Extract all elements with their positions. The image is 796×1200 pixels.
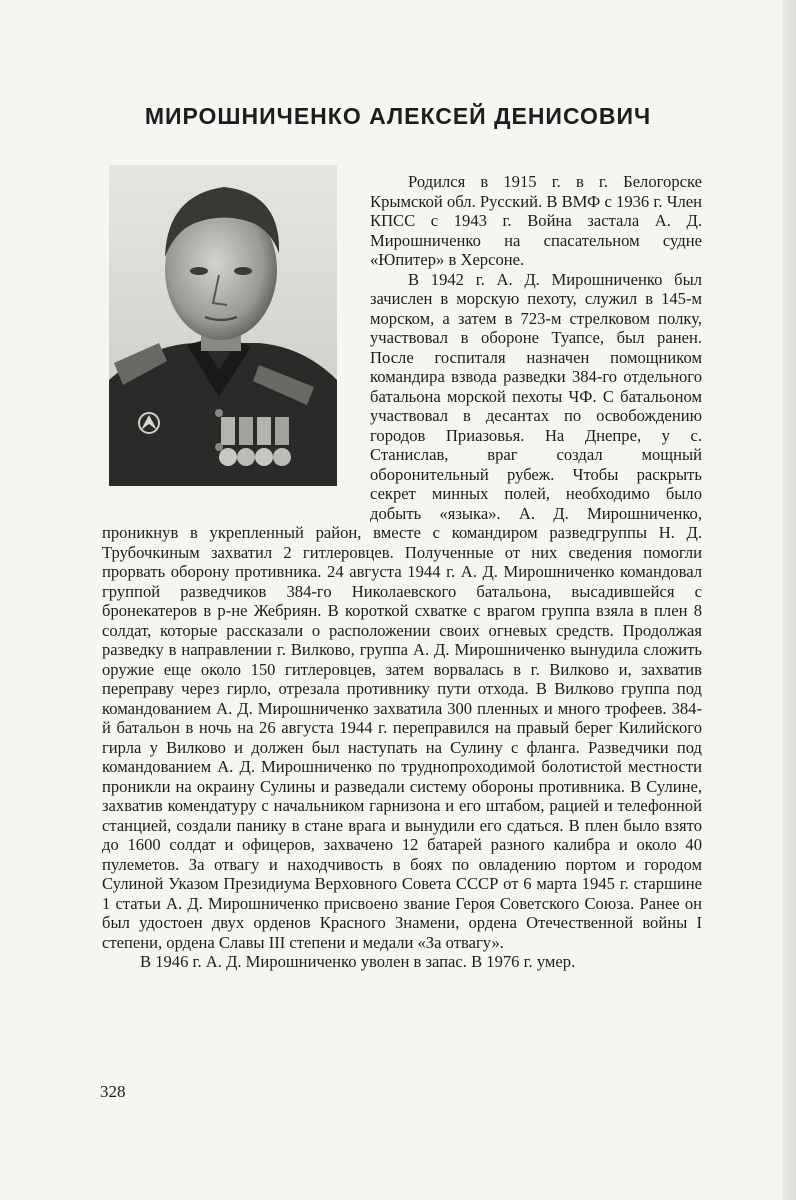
page-number: 328 (100, 1082, 126, 1101)
paragraph-retirement: В 1946 г. А. Д. Мирошниченко уволен в запас. В 1976 г. умер. (140, 952, 576, 971)
paragraph-service: В 1942 г. А. Д. Мирошниченко был зачислен в морскую пехоту, служил в 145-м морском, а затем в 723-м стрелковом полку, участвовал в обороне Туапсе, был ранен. После госпиталя назначен помощником командира взвода разведки 384-го отдельного батальона морской пехоты ЧФ. С батальоном участвовал в десантах по освобождению городов Приазовья. На Днепре, у с. Станислав, враг создал мощный оборонительный рубеж. Чтобы раскрыть секрет минных полей, необходимо было добыть «языка». А. Д. Мирошниченко, проникнув в укрепленный район, вместе с командиром разведгруппы Н. Д. Трубочкиным захватил 2 гитлеровцев. Полученные от них сведения помогли прорвать оборону противника. 24 августа 1944 г. А. Д. Мирошниченко командовал группой разведчиков 384-го Николаевского батальона, высадившейся с бронекатеров в р-не Жебриян. В короткой схватке с врагом группа взяла в плен 8 солдат, которые рассказали о расположении своих огневых средств. Продолжая разведку в направлении г. Вилково, группа А. Д. Мирошниченко вынудила сложить оружие еще около 150 гитлеровцев, затем ворвалась в г. Вилково и, захватив переправу через гирло, отрезала противнику пути отхода. В Вилково группа под командованием А. Д. Мирошниченко захватила 300 пленных и много трофеев. 384-й батальон в ночь на 26 августа 1944 г. переправился на правый берег Килийского гирла у Вилково и должен был наступать на Сулину с фланга. Разведчики под командованием А. Д. Мирошниченко по труднопроходимой болотистой местности проникли на окраину Сулины и разведали систему обороны противника. В Сулине, захватив комендатуру с начальником гарнизона и его штабом, рацией и телефонной станцией, создали панику в стане врага и вынудили его сдаться. В плен было взято до 1600 солдат и офицеров, захвачено 12 батарей разного калибра и около 40 пулеметов. За отвагу и находчивость в боях по овладению портом и городом Сулиной Указом Президиума Верховного Совета СССР от 6 марта 1945 г. старшине 1 статьи А. Д. Мирошниченко присвоено звание Героя Советского Союза. Ранее он был удостоен двух орденов Красного Знамени, ордена Отечественной войны I степени, ордена Славы III степени и медали «За отвагу». (102, 269, 702, 952)
biography-text (102, 172, 702, 972)
paragraph-birth: Родился в 1915 г. в г. Белогорске Крымской обл. Русский. В ВМФ с 1936 г. Член КПСС с 1943 г. Война застала А. Д. Мирошниченко на спасательном судне «Юпитер» в Херсоне. (370, 172, 702, 269)
page-title: МИРОШНИЧЕНКО АЛЕКСЕЙ ДЕНИСОВИЧ (144, 103, 652, 130)
page-edge (782, 0, 796, 1200)
portrait-spacer (102, 172, 370, 507)
